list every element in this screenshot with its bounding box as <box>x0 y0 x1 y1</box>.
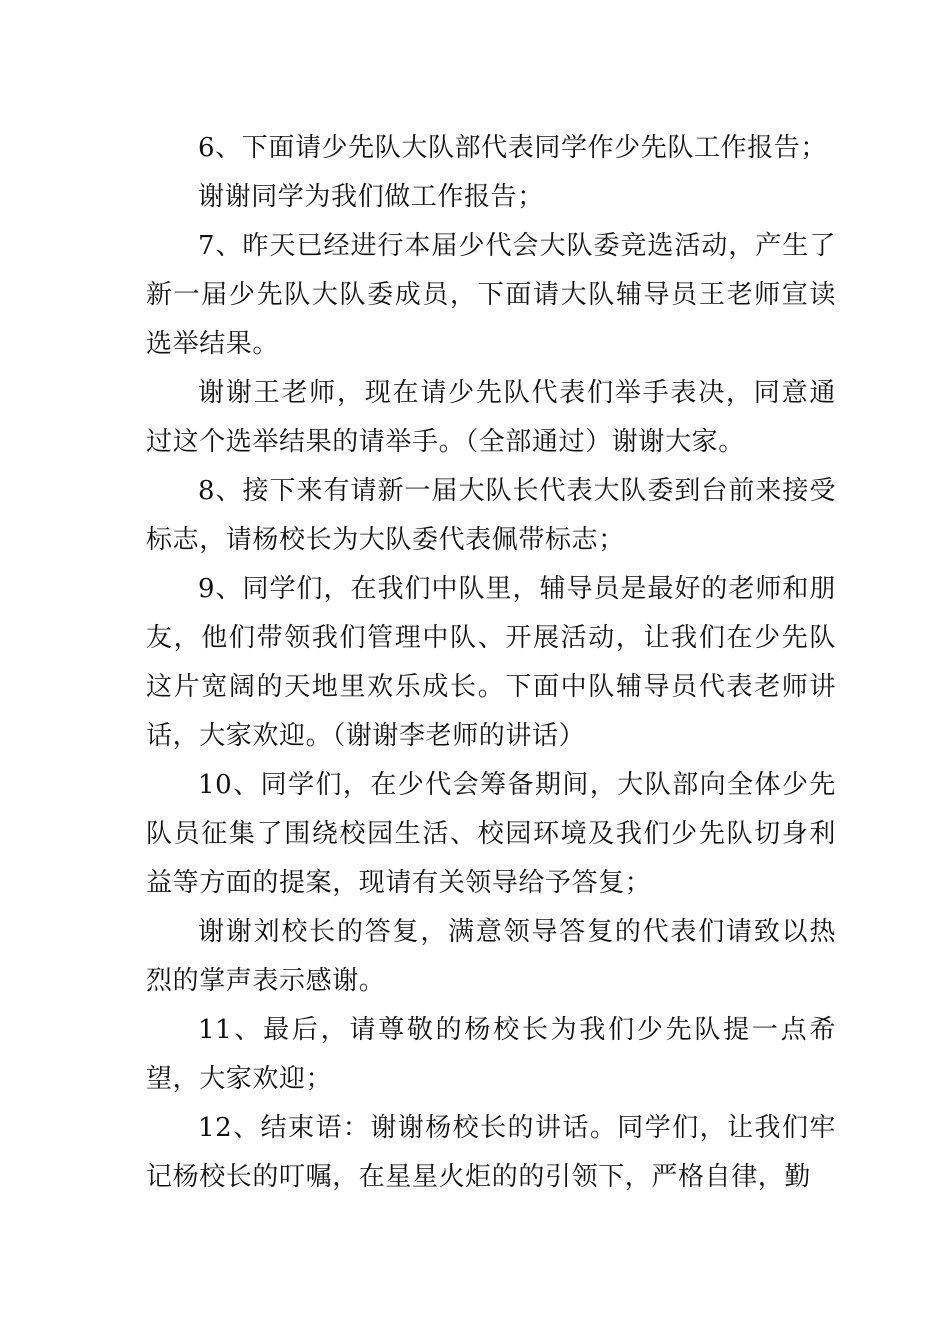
paragraph-item-9: 9、同学们，在我们中队里，辅导员是最好的老师和朋友，他们带领我们管理中队、开展活动，让我们在少先队这片宽阔的天地里欢乐成长。下面中队辅导员代表老师讲话，大家欢迎。（谢谢李老师的讲话） <box>146 574 836 751</box>
paragraph-thanks-report: 谢谢同学为我们做工作报告； <box>198 182 544 212</box>
paragraph-vote: 谢谢王老师，现在请少先队代表们举手表决，同意通过这个选举结果的请举手。（全部通过）谢谢大家。 <box>146 378 836 457</box>
paragraph-item-10: 10、同学们，在少代会筹备期间，大队部向全体少先队员征集了围绕校园生活、校园环境及我们少先队切身利益等方面的提案，现请有关领导给予答复； <box>146 770 836 898</box>
paragraph-item-8: 8、接下来有请新一届大队长代表大队委到台前来接受标志，请杨校长为大队委代表佩带标志； <box>146 476 836 555</box>
document-body <box>146 124 836 1202</box>
paragraph-item-7: 7、昨天已经进行本届少代会大队委竞选活动，产生了新一届少先队大队委成员，下面请大队辅导员王老师宣读选举结果。 <box>146 231 836 359</box>
paragraph-item-6: 6、下面请少先队大队部代表同学作少先队工作报告； <box>198 133 827 163</box>
paragraph-item-12: 12、结束语：谢谢杨校长的讲话。同学们，让我们牢记杨校长的叮嘱，在星星火炬的的引领下，严格自律，勤 <box>146 1113 836 1192</box>
paragraph-item-11: 11、最后，请尊敬的杨校长为我们少先队提一点希望，大家欢迎； <box>146 1015 836 1094</box>
paragraph-thanks-reply: 谢谢刘校长的答复，满意领导答复的代表们请致以热烈的掌声表示感谢。 <box>146 917 836 996</box>
